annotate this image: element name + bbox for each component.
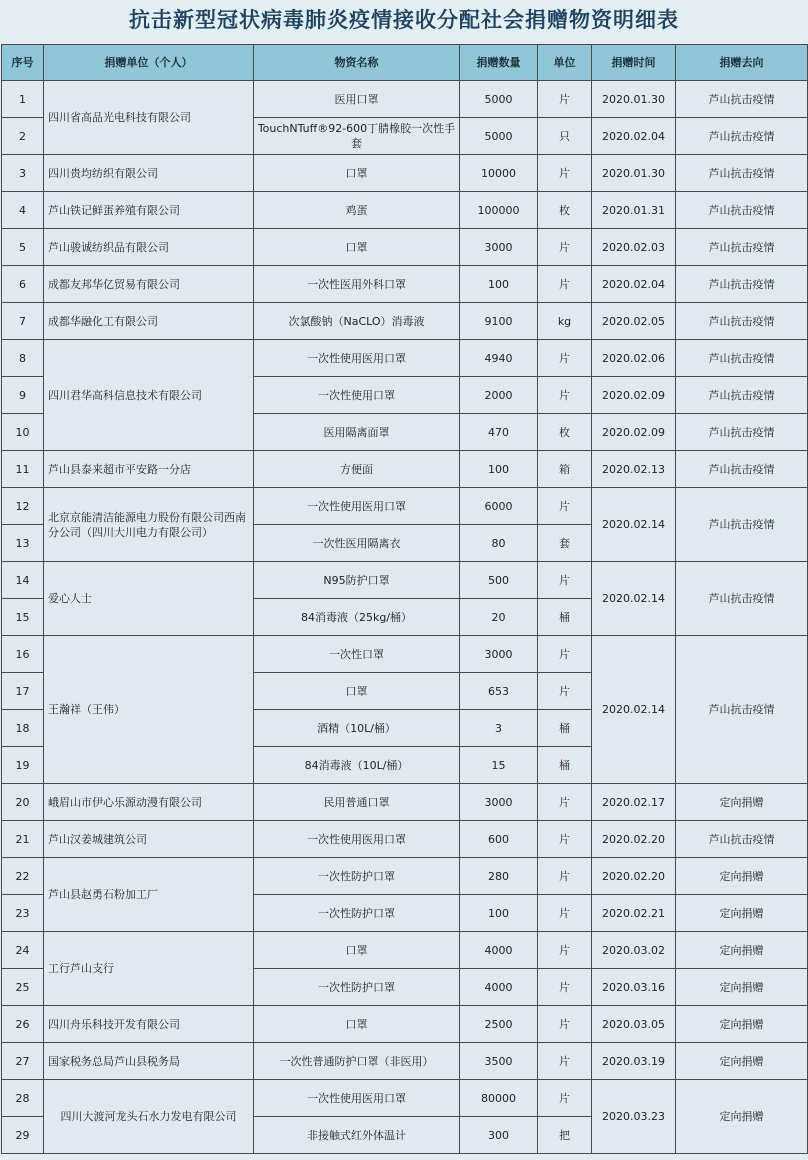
unit-cell: 只: [538, 118, 592, 155]
table-row: [2, 858, 808, 895]
destination-cell: 定向捐赠: [676, 1043, 808, 1080]
row-index: 25: [2, 969, 44, 1006]
item-cell: 口罩: [254, 1006, 460, 1043]
destination-cell: 芦山抗击疫情: [676, 192, 808, 229]
destination-cell: 芦山抗击疫情: [676, 303, 808, 340]
quantity-cell: 2500: [460, 1006, 538, 1043]
row-index: 11: [2, 451, 44, 488]
item-cell: 一次性使用医用口罩: [254, 488, 460, 525]
destination-cell: 定向捐赠: [676, 784, 808, 821]
item-cell: 口罩: [254, 229, 460, 266]
date-cell: 2020.02.14: [592, 488, 676, 562]
destination-cell: 芦山抗击疫情: [676, 562, 808, 636]
quantity-cell: 3000: [460, 784, 538, 821]
header-donor: 捐赠单位（个人）: [44, 45, 254, 81]
quantity-cell: 4000: [460, 932, 538, 969]
row-index: 4: [2, 192, 44, 229]
table-row: [2, 636, 808, 673]
table-row: [2, 303, 808, 340]
header-destination: 捐赠去向: [676, 45, 808, 81]
item-cell: 一次性防护口罩: [254, 969, 460, 1006]
table-row: [2, 266, 808, 303]
date-cell: 2020.03.23: [592, 1080, 676, 1154]
header-item: 物资名称: [254, 45, 460, 81]
item-cell: 民用普通口罩: [254, 784, 460, 821]
item-cell: 一次性医用外科口罩: [254, 266, 460, 303]
date-cell: 2020.02.04: [592, 118, 676, 155]
unit-cell: 片: [538, 155, 592, 192]
item-cell: 鸡蛋: [254, 192, 460, 229]
quantity-cell: 653: [460, 673, 538, 710]
unit-cell: 片: [538, 488, 592, 525]
row-index: 9: [2, 377, 44, 414]
destination-cell: 芦山抗击疫情: [676, 155, 808, 192]
unit-cell: 片: [538, 784, 592, 821]
row-index: 8: [2, 340, 44, 377]
row-index: 14: [2, 562, 44, 599]
unit-cell: 枚: [538, 414, 592, 451]
quantity-cell: 6000: [460, 488, 538, 525]
quantity-cell: 20: [460, 599, 538, 636]
item-cell: 84消毒液（10L/桶）: [254, 747, 460, 784]
unit-cell: 片: [538, 1080, 592, 1117]
row-index: 28: [2, 1080, 44, 1117]
date-cell: 2020.03.19: [592, 1043, 676, 1080]
table-row: [2, 784, 808, 821]
item-cell: 口罩: [254, 155, 460, 192]
row-index: 22: [2, 858, 44, 895]
row-index: 15: [2, 599, 44, 636]
unit-cell: 把: [538, 1117, 592, 1154]
destination-cell: 芦山抗击疫情: [676, 81, 808, 118]
table-row: [2, 229, 808, 266]
row-index: 7: [2, 303, 44, 340]
donor-cell: 四川君华高科信息技术有限公司: [44, 340, 254, 451]
date-cell: 2020.02.17: [592, 784, 676, 821]
unit-cell: 片: [538, 673, 592, 710]
donor-cell: 北京京能清洁能源电力股份有限公司西南分公司（四川大川电力有限公司）: [44, 488, 254, 562]
row-index: 5: [2, 229, 44, 266]
row-index: 26: [2, 1006, 44, 1043]
table-header-row: [2, 45, 808, 81]
donor-cell: 爱心人士: [44, 562, 254, 636]
quantity-cell: 100000: [460, 192, 538, 229]
quantity-cell: 100: [460, 895, 538, 932]
quantity-cell: 3000: [460, 636, 538, 673]
donor-cell: 芦山县泰来超市平安路一分店: [44, 451, 254, 488]
quantity-cell: 15: [460, 747, 538, 784]
quantity-cell: 100: [460, 266, 538, 303]
unit-cell: 桶: [538, 599, 592, 636]
row-index: 21: [2, 821, 44, 858]
header-quantity: 捐赠数量: [460, 45, 538, 81]
unit-cell: 片: [538, 562, 592, 599]
date-cell: 2020.02.14: [592, 636, 676, 784]
date-cell: 2020.01.30: [592, 155, 676, 192]
destination-cell: 定向捐赠: [676, 858, 808, 895]
item-cell: 非接触式红外体温计: [254, 1117, 460, 1154]
row-index: 24: [2, 932, 44, 969]
row-index: 20: [2, 784, 44, 821]
date-cell: 2020.02.06: [592, 340, 676, 377]
donor-cell: 四川大渡河龙头石水力发电有限公司: [44, 1080, 254, 1154]
header-date: 捐赠时间: [592, 45, 676, 81]
donor-cell: 芦山铁记鲜蛋养殖有限公司: [44, 192, 254, 229]
item-cell: 一次性防护口罩: [254, 895, 460, 932]
unit-cell: kg: [538, 303, 592, 340]
row-index: 27: [2, 1043, 44, 1080]
unit-cell: 片: [538, 895, 592, 932]
donor-cell: 四川舟乐科技开发有限公司: [44, 1006, 254, 1043]
item-cell: TouchNTuff®92-600丁腈橡胶一次性手套: [254, 118, 460, 155]
item-cell: 84消毒液（25kg/桶）: [254, 599, 460, 636]
row-index: 6: [2, 266, 44, 303]
destination-cell: 定向捐赠: [676, 932, 808, 969]
item-cell: N95防护口罩: [254, 562, 460, 599]
donor-cell: 芦山骏诚纺织品有限公司: [44, 229, 254, 266]
row-index: 17: [2, 673, 44, 710]
unit-cell: 桶: [538, 747, 592, 784]
date-cell: 2020.03.02: [592, 932, 676, 969]
quantity-cell: 500: [460, 562, 538, 599]
destination-cell: 芦山抗击疫情: [676, 266, 808, 303]
date-cell: 2020.02.09: [592, 414, 676, 451]
destination-cell: 芦山抗击疫情: [676, 229, 808, 266]
unit-cell: 片: [538, 377, 592, 414]
quantity-cell: 9100: [460, 303, 538, 340]
date-cell: 2020.03.05: [592, 1006, 676, 1043]
unit-cell: 桶: [538, 710, 592, 747]
item-cell: 一次性医用隔离衣: [254, 525, 460, 562]
header-index: 序号: [2, 45, 44, 81]
destination-cell: 芦山抗击疫情: [676, 377, 808, 414]
unit-cell: 片: [538, 636, 592, 673]
row-index: 12: [2, 488, 44, 525]
destination-cell: 定向捐赠: [676, 969, 808, 1006]
row-index: 29: [2, 1117, 44, 1154]
row-index: 3: [2, 155, 44, 192]
donation-table: [1, 44, 808, 1154]
quantity-cell: 100: [460, 451, 538, 488]
table-row: [2, 1043, 808, 1080]
item-cell: 次氯酸钠（NaCLO）消毒液: [254, 303, 460, 340]
unit-cell: 片: [538, 821, 592, 858]
unit-cell: 片: [538, 932, 592, 969]
quantity-cell: 5000: [460, 118, 538, 155]
destination-cell: 芦山抗击疫情: [676, 636, 808, 784]
donor-cell: 国家税务总局芦山县税务局: [44, 1043, 254, 1080]
table-row: [2, 562, 808, 599]
quantity-cell: 10000: [460, 155, 538, 192]
item-cell: 一次性使用口罩: [254, 377, 460, 414]
destination-cell: 定向捐赠: [676, 1080, 808, 1154]
item-cell: 一次性口罩: [254, 636, 460, 673]
quantity-cell: 3: [460, 710, 538, 747]
date-cell: 2020.03.16: [592, 969, 676, 1006]
table-row: [2, 340, 808, 377]
quantity-cell: 80000: [460, 1080, 538, 1117]
unit-cell: 套: [538, 525, 592, 562]
date-cell: 2020.02.03: [592, 229, 676, 266]
donor-cell: 工行芦山支行: [44, 932, 254, 1006]
row-index: 23: [2, 895, 44, 932]
destination-cell: 芦山抗击疫情: [676, 821, 808, 858]
unit-cell: 片: [538, 81, 592, 118]
row-index: 16: [2, 636, 44, 673]
header-unit: 单位: [538, 45, 592, 81]
quantity-cell: 3000: [460, 229, 538, 266]
destination-cell: 定向捐赠: [676, 1006, 808, 1043]
item-cell: 方便面: [254, 451, 460, 488]
item-cell: 一次性普通防护口罩（非医用）: [254, 1043, 460, 1080]
quantity-cell: 3500: [460, 1043, 538, 1080]
item-cell: 口罩: [254, 673, 460, 710]
destination-cell: 芦山抗击疫情: [676, 340, 808, 377]
table-row: [2, 451, 808, 488]
date-cell: 2020.02.20: [592, 821, 676, 858]
item-cell: 一次性使用医用口罩: [254, 340, 460, 377]
row-index: 19: [2, 747, 44, 784]
row-index: 10: [2, 414, 44, 451]
donor-cell: 成都友邦华亿贸易有限公司: [44, 266, 254, 303]
item-cell: 一次性使用医用口罩: [254, 1080, 460, 1117]
destination-cell: 定向捐赠: [676, 895, 808, 932]
quantity-cell: 2000: [460, 377, 538, 414]
row-index: 13: [2, 525, 44, 562]
item-cell: 一次性防护口罩: [254, 858, 460, 895]
unit-cell: 枚: [538, 192, 592, 229]
date-cell: 2020.01.31: [592, 192, 676, 229]
date-cell: 2020.02.14: [592, 562, 676, 636]
item-cell: 医用口罩: [254, 81, 460, 118]
item-cell: 医用隔离面罩: [254, 414, 460, 451]
quantity-cell: 300: [460, 1117, 538, 1154]
row-index: 18: [2, 710, 44, 747]
date-cell: 2020.02.20: [592, 858, 676, 895]
unit-cell: 片: [538, 969, 592, 1006]
table-row: [2, 821, 808, 858]
row-index: 2: [2, 118, 44, 155]
donor-cell: 峨眉山市伊心乐源动漫有限公司: [44, 784, 254, 821]
table-row: [2, 81, 808, 118]
destination-cell: 芦山抗击疫情: [676, 414, 808, 451]
unit-cell: 片: [538, 266, 592, 303]
table-row: [2, 155, 808, 192]
table-row: [2, 932, 808, 969]
unit-cell: 片: [538, 1043, 592, 1080]
item-cell: 一次性使用医用口罩: [254, 821, 460, 858]
table-row: [2, 192, 808, 229]
donor-cell: 四川贵均纺织有限公司: [44, 155, 254, 192]
destination-cell: 芦山抗击疫情: [676, 451, 808, 488]
date-cell: 2020.02.05: [592, 303, 676, 340]
unit-cell: 片: [538, 340, 592, 377]
date-cell: 2020.02.04: [592, 266, 676, 303]
quantity-cell: 4000: [460, 969, 538, 1006]
quantity-cell: 280: [460, 858, 538, 895]
quantity-cell: 600: [460, 821, 538, 858]
destination-cell: 芦山抗击疫情: [676, 118, 808, 155]
row-index: 1: [2, 81, 44, 118]
table-row: [2, 1006, 808, 1043]
date-cell: 2020.02.21: [592, 895, 676, 932]
quantity-cell: 5000: [460, 81, 538, 118]
unit-cell: 片: [538, 858, 592, 895]
quantity-cell: 4940: [460, 340, 538, 377]
donor-cell: 四川省高品光电科技有限公司: [44, 81, 254, 155]
table-row: [2, 488, 808, 525]
date-cell: 2020.02.09: [592, 377, 676, 414]
donor-cell: 王瀚祥（王伟）: [44, 636, 254, 784]
quantity-cell: 470: [460, 414, 538, 451]
table-row: [2, 1080, 808, 1117]
quantity-cell: 80: [460, 525, 538, 562]
unit-cell: 片: [538, 229, 592, 266]
donor-cell: 芦山县赵勇石粉加工厂: [44, 858, 254, 932]
item-cell: 口罩: [254, 932, 460, 969]
unit-cell: 箱: [538, 451, 592, 488]
date-cell: 2020.01.30: [592, 81, 676, 118]
donor-cell: 芦山汉姜城建筑公司: [44, 821, 254, 858]
destination-cell: 芦山抗击疫情: [676, 488, 808, 562]
item-cell: 酒精（10L/桶）: [254, 710, 460, 747]
donor-cell: 成都华融化工有限公司: [44, 303, 254, 340]
page-title: 抗击新型冠状病毒肺炎疫情接收分配社会捐赠物资明细表: [0, 0, 808, 44]
unit-cell: 片: [538, 1006, 592, 1043]
date-cell: 2020.02.13: [592, 451, 676, 488]
